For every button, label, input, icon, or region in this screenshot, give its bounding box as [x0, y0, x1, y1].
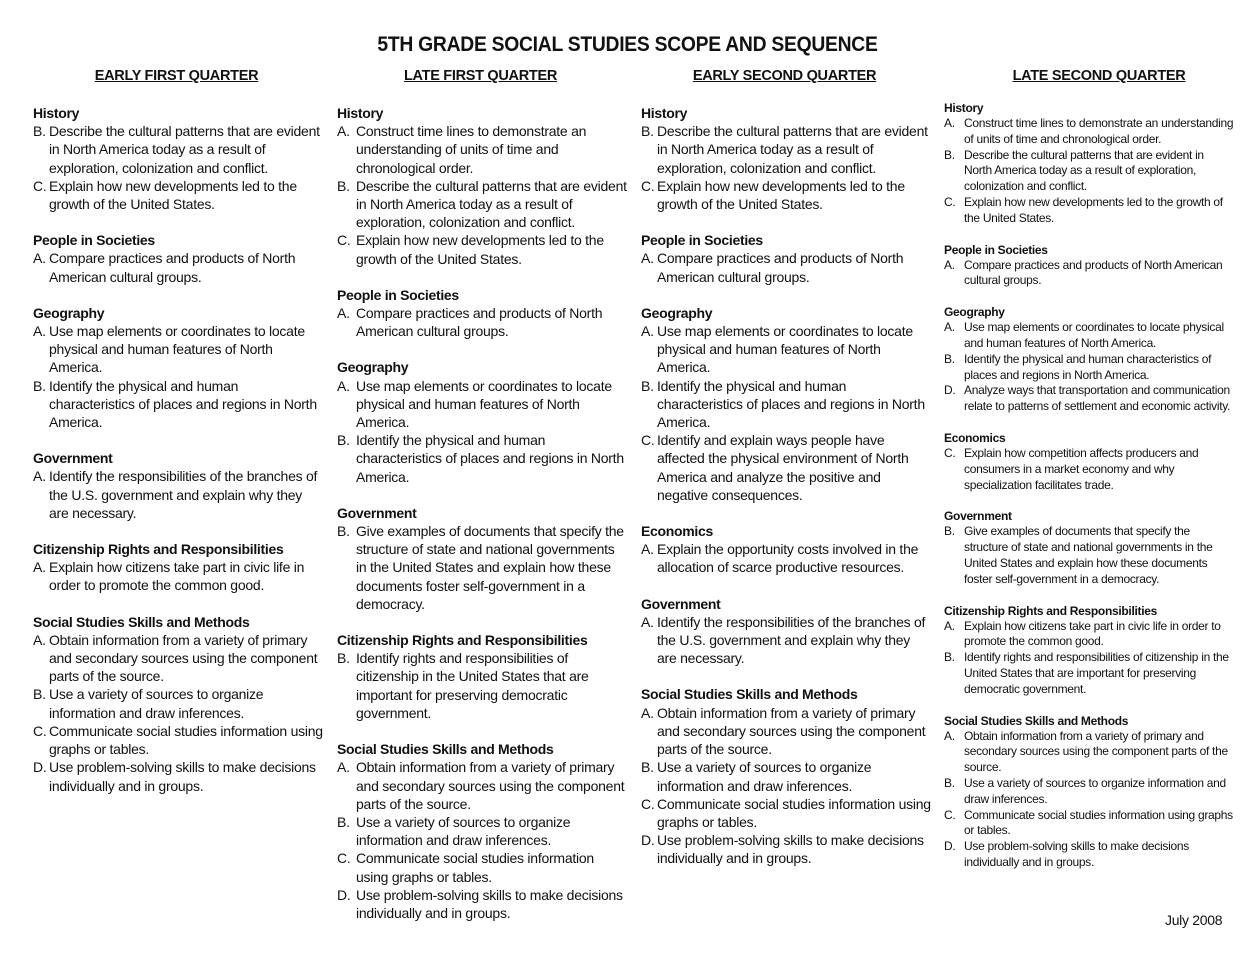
- item-text: Identify the physical and human characteristics of places and regions in North America.: [356, 432, 624, 485]
- section-title: Government: [337, 504, 417, 521]
- standard-item: [641, 831, 931, 867]
- section-people-in-societies: [944, 242, 1234, 290]
- item-text: Construct time lines to demonstrate an understanding of units of time and chronological order.: [356, 123, 587, 176]
- standard-item: [944, 195, 1234, 227]
- item-letter: A.: [337, 123, 350, 140]
- item-letter: A.: [641, 323, 654, 340]
- item-text: Explain how citizens take part in civic life in order to promote the common good.: [964, 618, 1221, 649]
- item-letter: A.: [337, 305, 350, 322]
- item-letter: A.: [944, 116, 955, 130]
- item-letter: B.: [641, 377, 654, 394]
- standard-item: [641, 249, 931, 285]
- column-header: EARLY FIRST QUARTER: [94, 68, 259, 84]
- item-letter: C.: [944, 194, 956, 209]
- item-text: Construct time lines to demonstrate an understanding of units of time and chronological order.: [964, 116, 1234, 146]
- standard-item: [33, 758, 323, 794]
- item-text: Obtain information from a variety of primary and secondary sources using the component parts of the source.: [356, 759, 625, 812]
- item-letter: B.: [337, 177, 350, 194]
- section-title: People in Societies: [33, 232, 155, 249]
- standard-item: [33, 122, 323, 177]
- item-letter: C.: [944, 445, 956, 460]
- column-late-second-quarter: [944, 66, 1234, 886]
- standard-item: [641, 122, 931, 177]
- section-title: Citizenship Rights and Responsibilities: [944, 603, 1157, 618]
- item-letter: A.: [33, 468, 46, 485]
- standard-item: [944, 352, 1234, 384]
- item-text: Use map elements or coordinates to locate physical and human features of North America.: [49, 323, 305, 376]
- item-text: Use problem-solving skills to make decisions individually and in groups.: [49, 759, 316, 794]
- item-letter: A.: [641, 613, 654, 630]
- item-text: Compare practices and products of North American cultural groups.: [964, 257, 1223, 288]
- section-title: Geography: [641, 304, 713, 321]
- section-people-in-societies: [33, 231, 323, 286]
- section-title: Government: [33, 450, 113, 467]
- standard-item: [944, 650, 1234, 697]
- standard-item: [337, 758, 627, 813]
- item-letter: A.: [33, 250, 46, 267]
- item-letter: D.: [641, 832, 655, 849]
- item-letter: A.: [944, 728, 955, 743]
- item-text: Use problem-solving skills to make decisions individually and in groups.: [657, 832, 924, 867]
- standard-item: [33, 631, 323, 686]
- item-letter: B.: [337, 813, 350, 830]
- item-text: Describe the cultural patterns that are evident in North America today as a result of exploration, colonization and conflict.: [356, 177, 627, 231]
- item-text: Explain how citizens take part in civic life in order to promote the common good.: [49, 559, 305, 594]
- item-letter: A.: [337, 377, 350, 394]
- section-people-in-societies: [337, 286, 627, 341]
- section-history: [33, 104, 323, 213]
- item-letter: B.: [641, 123, 654, 140]
- item-letter: C.: [641, 432, 655, 449]
- item-letter: C.: [337, 232, 351, 249]
- item-text: Give examples of documents that specify the structure of state and national governments in the United States and explain how these documents foster self-government in a democracy.: [356, 523, 624, 612]
- section-geography: [33, 304, 323, 431]
- section-government: [944, 508, 1234, 587]
- section-geography: [337, 358, 627, 485]
- item-text: Identify the physical and human characteristics of places and regions in North America.: [49, 377, 317, 431]
- item-text: Describe the cultural patterns that are evident in North America today as a result of exploration, colonization and conflict.: [657, 123, 928, 176]
- item-text: Use a variety of sources to organize information and draw inferences.: [657, 759, 872, 794]
- item-text: Give examples of documents that specify the structure of state and national governments in the United States and explain how these documents foster self-government in a democracy.: [964, 524, 1213, 586]
- standard-item: [944, 320, 1234, 352]
- standard-item: [337, 304, 627, 340]
- section-government: [33, 449, 323, 522]
- item-text: Communicate social studies information using graphs or tables.: [356, 850, 594, 885]
- section-social-studies-skills-and-methods: [33, 613, 323, 795]
- document-title: 5TH GRADE SOCIAL STUDIES SCOPE AND SEQUENCE: [377, 33, 878, 56]
- item-letter: A.: [337, 759, 350, 776]
- standard-item: [33, 558, 323, 594]
- standard-item: [944, 839, 1234, 871]
- standard-item: [33, 322, 323, 377]
- section-title: Social Studies Skills and Methods: [33, 613, 250, 630]
- item-text: Obtain information from a variety of primary and secondary sources using the component parts of the source.: [964, 728, 1228, 775]
- item-letter: B.: [337, 650, 350, 667]
- item-letter: B.: [944, 147, 955, 162]
- column-late-first-quarter: [337, 66, 627, 940]
- standard-item: [641, 795, 931, 831]
- section-title: Citizenship Rights and Responsibilities: [33, 541, 284, 558]
- section-title: History: [337, 105, 384, 121]
- standard-item: [944, 524, 1234, 587]
- standard-item: [337, 177, 627, 232]
- standard-item: [33, 249, 323, 285]
- footer-date: July 2008: [1165, 912, 1223, 928]
- item-text: Explain how new developments led to the growth of the United States.: [356, 232, 604, 267]
- section-title: Government: [944, 509, 1012, 524]
- item-text: Identify rights and responsibilities of citizenship in the United States that are important for preserving democratic government.: [356, 650, 589, 721]
- section-title: History: [641, 105, 688, 121]
- item-letter: B.: [944, 650, 955, 665]
- item-letter: A.: [33, 631, 46, 648]
- section-title: Social Studies Skills and Methods: [337, 741, 554, 758]
- section-people-in-societies: [641, 231, 931, 286]
- standard-item: [641, 540, 931, 576]
- standard-item: [337, 886, 627, 922]
- section-title: Social Studies Skills and Methods: [944, 713, 1129, 728]
- column-early-first-quarter: [33, 66, 323, 813]
- standard-item: [641, 704, 931, 759]
- item-letter: A.: [944, 257, 955, 272]
- standard-item: [944, 258, 1234, 290]
- item-letter: B.: [944, 351, 955, 366]
- section-title: Economics: [641, 523, 713, 540]
- standard-item: [641, 431, 931, 504]
- item-text: Identify the responsibilities of the branches of the U.S. government and explain why they are necessary.: [49, 468, 318, 521]
- item-letter: B.: [33, 123, 46, 140]
- item-letter: A.: [641, 541, 654, 558]
- standard-item: [641, 758, 931, 794]
- section-title: Economics: [944, 430, 1006, 445]
- standard-item: [641, 377, 931, 432]
- section-title: History: [33, 105, 80, 121]
- section-history: [641, 104, 931, 213]
- item-letter: C.: [33, 722, 47, 739]
- item-text: Explain the opportunity costs involved in the allocation of scarce productive resources.: [657, 541, 919, 576]
- item-letter: B.: [33, 686, 46, 703]
- standard-item: [337, 431, 627, 486]
- item-text: Compare practices and products of North American cultural groups.: [657, 250, 904, 285]
- item-text: Use map elements or coordinates to locate physical and human features of North America.: [356, 377, 612, 431]
- item-text: Communicate social studies information using graphs or tables.: [49, 722, 323, 758]
- item-letter: D.: [944, 383, 956, 398]
- item-letter: C.: [337, 850, 351, 867]
- item-text: Use map elements or coordinates to locate physical and human features of North America.: [657, 323, 913, 376]
- item-letter: A.: [944, 618, 955, 633]
- standard-item: [944, 446, 1234, 493]
- item-letter: A.: [641, 704, 654, 721]
- standard-item: [944, 619, 1234, 651]
- item-text: Describe the cultural patterns that are evident in North America today as a result of exploration, colonization and conflict.: [49, 123, 320, 176]
- section-title: History: [944, 101, 984, 115]
- section-title: Social Studies Skills and Methods: [641, 686, 858, 703]
- item-text: Explain how competition affects producers and consumers in a market economy and why specialization facilitates trade.: [964, 445, 1199, 492]
- item-letter: A.: [33, 559, 46, 576]
- standard-item: [641, 322, 931, 377]
- item-letter: B.: [944, 524, 955, 539]
- item-text: Use a variety of sources to organize information and draw inferences.: [49, 686, 264, 721]
- section-title: People in Societies: [337, 286, 459, 303]
- standard-item: [944, 729, 1234, 776]
- item-letter: D.: [337, 886, 351, 903]
- item-text: Explain how new developments led to the growth of the United States.: [964, 194, 1223, 225]
- item-letter: C.: [641, 177, 655, 194]
- standard-item: [33, 177, 323, 213]
- standard-item: [944, 776, 1234, 808]
- section-title: Citizenship Rights and Responsibilities: [337, 632, 588, 649]
- item-text: Communicate social studies information using graphs or tables.: [657, 795, 931, 830]
- section-title: Geography: [337, 359, 409, 376]
- standard-item: [33, 377, 323, 432]
- section-citizenship-rights-and-responsibilities: [337, 631, 627, 722]
- item-text: Use problem-solving skills to make decisions individually and in groups.: [356, 886, 623, 921]
- item-text: Compare practices and products of North American cultural groups.: [49, 250, 296, 285]
- item-letter: B.: [641, 759, 654, 776]
- section-title: Geography: [944, 305, 1005, 320]
- standard-item: [337, 649, 627, 722]
- item-letter: A.: [641, 250, 654, 267]
- standard-item: [641, 613, 931, 668]
- standard-item: [944, 383, 1234, 415]
- section-history: [944, 100, 1234, 227]
- section-social-studies-skills-and-methods: [337, 740, 627, 922]
- item-text: Communicate social studies information using graphs or tables.: [964, 807, 1233, 838]
- item-letter: C.: [641, 795, 655, 812]
- item-letter: B.: [337, 523, 350, 540]
- section-social-studies-skills-and-methods: [641, 685, 931, 867]
- item-text: Identify rights and responsibilities of citizenship in the United States that are important for preserving democratic government.: [964, 650, 1229, 696]
- standard-item: [33, 685, 323, 721]
- item-letter: D.: [944, 839, 956, 854]
- standard-item: [337, 522, 627, 613]
- item-text: Use problem-solving skills to make decisions individually and in groups.: [964, 839, 1189, 869]
- standard-item: [944, 116, 1234, 148]
- item-text: Obtain information from a variety of primary and secondary sources using the component parts of the source.: [657, 704, 926, 758]
- section-geography: [944, 304, 1234, 415]
- item-text: Describe the cultural patterns that are evident in North America today as a result of exploration, colonization and conflict.: [964, 147, 1204, 194]
- standard-item: [944, 808, 1234, 840]
- section-social-studies-skills-and-methods: [944, 713, 1234, 871]
- item-letter: A.: [33, 323, 46, 340]
- section-government: [641, 595, 931, 668]
- item-letter: D.: [33, 759, 47, 776]
- item-text: Analyze ways that transportation and communication relate to patterns of settlement and economic activity.: [964, 383, 1231, 414]
- column-header: LATE SECOND QUARTER: [1012, 68, 1186, 84]
- section-title: Geography: [33, 304, 105, 321]
- item-text: Use a variety of sources to organize information and draw inferences.: [356, 813, 571, 849]
- section-title: Government: [641, 595, 721, 612]
- item-text: Explain how new developments led to the growth of the United States.: [49, 177, 297, 213]
- standard-item: [337, 849, 627, 885]
- item-letter: A.: [944, 320, 955, 335]
- column-header: LATE FIRST QUARTER: [403, 68, 558, 84]
- item-text: Obtain information from a variety of primary and secondary sources using the component parts of the source.: [49, 631, 318, 685]
- item-letter: B.: [337, 432, 350, 449]
- section-government: [337, 504, 627, 613]
- standard-item: [337, 813, 627, 849]
- standard-item: [33, 467, 323, 522]
- item-letter: B.: [944, 775, 955, 790]
- standard-item: [337, 122, 627, 177]
- item-text: Identify the physical and human characteristics of places and regions in North America.: [964, 351, 1212, 382]
- item-text: Use a variety of sources to organize information and draw inferences.: [964, 775, 1226, 806]
- column-early-second-quarter: [641, 66, 931, 886]
- item-letter: B.: [33, 377, 46, 394]
- item-text: Explain how new developments led to the growth of the United States.: [657, 177, 905, 213]
- section-title: People in Societies: [944, 242, 1048, 257]
- section-economics: [944, 430, 1234, 493]
- standard-item: [944, 148, 1234, 195]
- item-text: Use map elements or coordinates to locate physical and human features of North America.: [964, 320, 1224, 350]
- item-text: Identify the responsibilities of the branches of the U.S. government and explain why they are necessary.: [657, 613, 926, 667]
- section-geography: [641, 304, 931, 504]
- standard-item: [337, 377, 627, 432]
- section-citizenship-rights-and-responsibilities: [33, 540, 323, 595]
- section-history: [337, 104, 627, 268]
- column-header: EARLY SECOND QUARTER: [692, 68, 877, 84]
- section-citizenship-rights-and-responsibilities: [944, 603, 1234, 698]
- item-text: Compare practices and products of North American cultural groups.: [356, 305, 603, 340]
- section-economics: [641, 522, 931, 577]
- standard-item: [337, 231, 627, 267]
- section-title: People in Societies: [641, 232, 763, 249]
- item-text: Identify the physical and human characteristics of places and regions in North America.: [657, 377, 925, 431]
- standard-item: [33, 722, 323, 758]
- item-text: Identify and explain ways people have affected the physical environment of North America and analyze the positive and negative consequences.: [657, 432, 909, 503]
- standard-item: [641, 177, 931, 213]
- item-letter: C.: [33, 177, 47, 194]
- item-letter: C.: [944, 807, 956, 822]
